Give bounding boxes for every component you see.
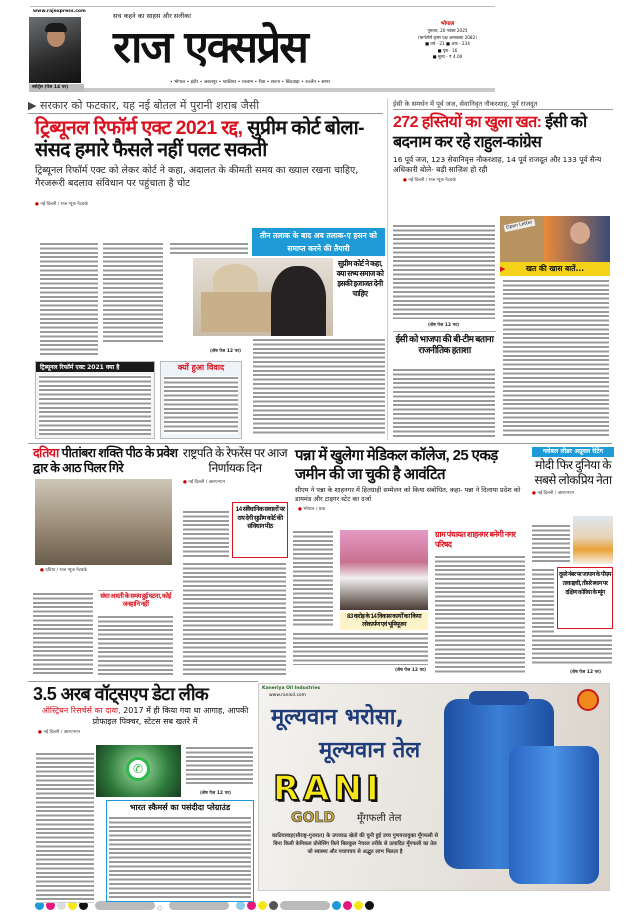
datia-headline-red: दतिया	[33, 446, 59, 460]
website: www.rajexpress.com	[33, 9, 86, 14]
whatsapp-byline: ● नई दिल्ली / आरएनएन	[33, 729, 257, 736]
modi-continued[interactable]: (शेष पेज 12 पर)	[570, 670, 602, 675]
whatsapp-subhead-text: 2017 में ही किया गया था आगाह, आपकी प्रोफाइल पिक्चर, स्टेटस सब खतरे में	[92, 706, 249, 726]
lead-stack	[35, 117, 385, 209]
second-body	[393, 224, 495, 319]
points-title	[500, 262, 610, 276]
open-letter-image	[500, 216, 610, 262]
president-body	[183, 510, 229, 558]
datia-headline[interactable]	[33, 446, 178, 476]
ad-brand: RANI	[273, 769, 383, 809]
modi-photo	[573, 516, 613, 564]
rani-oil-ad[interactable]	[258, 683, 610, 891]
arrow-icon: ▶	[500, 265, 506, 273]
president-headline[interactable]: राष्ट्रपति के रेफरेंस पर आज निर्णायक दिन	[182, 446, 288, 475]
whatsapp-phone-image	[96, 745, 181, 797]
ad-company: Kaneriya Oil Industries	[262, 686, 321, 691]
second-headline[interactable]	[393, 113, 613, 153]
lead-headline-black: सुप्रीम कोर्ट बोला- संसद हमारे फैसले नहीं पलट सकती	[35, 117, 364, 161]
talaq-body	[253, 338, 385, 435]
panna-side-title[interactable]: ग्राम पंचायत शाहनगर बनेगी नगर परिषद	[435, 530, 516, 549]
lead-kicker-text: सरकार को फटकार, यह नई बोतल में पुरानी शराब जैसी	[39, 99, 260, 112]
second-headline-red: 272 हस्तियों का खुला खत:	[393, 114, 542, 131]
city-list: • भोपाल • इंदौर • जबलपुर • ग्वालियर • रतलाम • रीवा • सतना • छिंदवाड़ा • उज्जैन • सागर	[170, 80, 331, 85]
slogan: सच कहने का साहस और सलीका	[113, 12, 191, 20]
datia-byline: ● दतिया / राज न्यूज नेटवर्क	[33, 567, 178, 574]
volume: ■ वर्ष - 21 ■ अंक - 234	[425, 41, 470, 46]
edition: भोपाल	[440, 21, 455, 27]
panna-body	[293, 530, 333, 627]
whatsapp-continued[interactable]: (शेष पेज 12 पर)	[200, 791, 232, 796]
whatsapp-subhead	[33, 705, 257, 727]
sports-photo[interactable]	[29, 17, 81, 83]
scammers-box	[106, 800, 254, 902]
lead-headline-red: ट्रिब्यूनल रिफॉर्म एक्ट 2021 रद्द,	[35, 117, 243, 139]
second-headline-black: ईसी को बदनाम कर रहे राहुल-कांग्रेस	[393, 114, 587, 151]
panna-photo-caption: 83 करोड़ के 14 विकास कार्यों का किया लोकार्पण एवं भूमिपूजन	[340, 612, 428, 630]
date: गुरुवार, 20 नवंबर 2025	[427, 28, 468, 33]
scammers-box-title: भारत स्कैमर्स का पसंदीदा प्लेग्राउंड	[129, 803, 231, 812]
pages: ■ पृष्ठ - 16	[437, 47, 458, 53]
newspaper-title: राज एक्सप्रेस	[113, 22, 307, 73]
ad-tagline-1: मूल्यवान भरोसा,	[271, 705, 404, 730]
whatsapp-stack	[33, 683, 257, 736]
talaq-quote: सुप्रीम कोर्ट ने कहा, क्या सभ्य समाज को इसकी इजाजत देनी चाहिए	[334, 259, 386, 299]
modi-body-3	[532, 634, 612, 666]
second-sub-headline[interactable]: ईसी को भाजपा की बी-टीम बताना राजनीतिक हताशा	[393, 331, 496, 355]
second-kicker: ईसी के समर्थन में पूर्व जज, सेवानिवृत नौकरशाह, पूर्व राजदूत	[393, 100, 613, 110]
whatsapp-icon: ✆	[126, 757, 150, 781]
panna-headline[interactable]: पन्ना में खुलेगा मेडिकल कॉलेज, 25 एकड़ जमीन की जा चुकी है आवंटित	[295, 447, 498, 483]
lead-byline: ● नई दिल्ली / राज न्यूज नेटवर्क	[35, 201, 90, 208]
ad-brand-sub: GOLD	[291, 810, 335, 826]
datia-body	[33, 592, 93, 675]
talaq-banner[interactable]: तीन तलाक के बाद अब तलाक-ए हसन को समाप्त करने की तैयारी	[252, 228, 385, 256]
modi-byline: ● नई दिल्ली / आरएनएन	[532, 490, 614, 497]
oil-can-small	[509, 746, 599, 884]
modi-box: दूसरे नंबर पर जापान के पीएम ताकाइची, तीसरे स्थान पर दक्षिण कोरिया के म्यूंग	[557, 567, 613, 629]
lead-body-col1	[40, 242, 98, 355]
panna-subhead: सीएम ने पन्ना के शाहनगर में हितग्राही सम्मेलन को किया संबोधित, कहा- पन्ना ने दिलाया प्रदेश को डायमंड और टाइगर स्टेट का दर्जा	[295, 486, 521, 503]
ad-description: काठियावाड़(सौराष्ट्र-गुजरात) के उपजाऊ खेतो की चुनी हुई उच्च गुणवत्तायुक्त मूँगफली से बिना किसी केमिकल प्रोसेसिंग किये बिलकुल नेचरल तरीके से उत्पादित मूँगफली का तेल जो स्वास्थ्य और पचापचय से अद्भुत लाभ मिलता है	[272, 833, 438, 855]
lead-headline[interactable]	[35, 117, 385, 161]
modi-headline[interactable]: मोदी फिर दुनिया के सबसे लोकप्रिय नेता	[534, 458, 612, 487]
datia-body-2	[98, 615, 173, 675]
panna-byline: ● भोपाल / प्रवा	[295, 506, 527, 513]
ad-website: www.ranioil.com	[269, 693, 307, 698]
open-letter-label: Open Letter	[504, 219, 536, 232]
cm-photo	[340, 530, 428, 610]
box-what-is-act-title: ट्रिब्यूनल रिफॉर्म एक्ट 2021 क्या है	[36, 362, 154, 372]
second-continued-1[interactable]: (शेष पेज 12 पर)	[428, 323, 460, 328]
hindu-date: (मार्गशीर्ष कृष्ण पक्ष अमावस्या 2082)	[418, 34, 477, 40]
lead-body-col2	[103, 242, 163, 344]
panna-body-2	[293, 632, 428, 665]
modi-body	[532, 524, 570, 564]
president-stack	[180, 446, 290, 486]
panna-side-body	[435, 555, 525, 675]
sports-caption[interactable]: स्पोर्ट्स (पेज 14 पर)	[29, 84, 84, 92]
lead-subhead: ट्रिब्यूनल रिफॉर्म एक्ट को लेकर कोर्ट ने कहा, अदालत के कीमती समय का ख्याल रखना चाहिए, गैरजरूरी बदलाव संविधान पर पहुंचाता है चोट	[35, 165, 359, 189]
second-subhead: 16 पूर्व जज, 123 सेवानिवृत्त नौकरशाह, 14 पूर्व राजदूत और 133 पूर्व सैन्य अधिकारी बोले- बड़ी साजिश हो रही	[393, 155, 602, 174]
panna-stack	[295, 446, 527, 513]
brand-logo-icon	[577, 689, 599, 711]
second-stack	[393, 113, 613, 184]
box-why-dispute-title: क्यों हुआ विवाद	[177, 363, 225, 372]
datia-headline-black: पीतांबरा शक्ति पीठ के प्रवेश द्वार के आठ पिलर गिरे	[33, 446, 178, 475]
whatsapp-subhead-red: ऑस्ट्रियन रिसर्चर्स का दावा,	[41, 706, 121, 715]
modi-kicker: ग्लोबल लीडर अप्रूवल रेटिंग	[532, 447, 614, 457]
box-why-dispute	[160, 361, 242, 439]
whatsapp-headline[interactable]: 3.5 अरब वॉट्सएप डेटा लीक	[33, 684, 209, 704]
president-box: 14 संवैधानिक सवालों पर राय देगी सुप्रीम कोर्ट की संविधान पीठ	[232, 502, 288, 558]
points-title-text: खत की खास बातें...	[525, 264, 585, 273]
datia-stack	[33, 446, 178, 574]
modi-stack	[532, 447, 614, 497]
whatsapp-body-2	[186, 746, 253, 786]
panna-continued[interactable]: (शेष पेज 12 पर)	[395, 668, 427, 673]
datia-quote: संघा आरती के समय हुई घटना, कोई जनहानि नहीं	[98, 590, 173, 609]
box-what-is-act	[35, 361, 155, 439]
supreme-court-image	[193, 258, 333, 336]
ad-product: मूँगफली तेल	[357, 813, 402, 824]
edition-info	[405, 20, 490, 61]
lead-kicker: ▶ सरकार को फटकार, यह नई बोतल में पुरानी शराब जैसी	[28, 98, 383, 114]
price: ■ मूल्य - ₹ 4.00	[432, 54, 463, 59]
second-sub-body	[393, 368, 495, 438]
president-byline: ● नई दिल्ली / आरएनएन	[180, 479, 290, 486]
lead-continued[interactable]: (शेष पेज 12 पर)	[210, 349, 242, 354]
points-list	[503, 279, 609, 437]
ad-tagline-2: मूल्यवान तेल	[319, 738, 421, 763]
lead-body-col3	[170, 242, 248, 254]
registration-marks: ◇	[35, 895, 615, 905]
president-body-2	[183, 562, 286, 675]
second-byline: ● नई दिल्ली / राज न्यूज नेटवर्क	[393, 177, 613, 184]
whatsapp-body	[36, 752, 94, 903]
temple-photo	[35, 479, 172, 565]
